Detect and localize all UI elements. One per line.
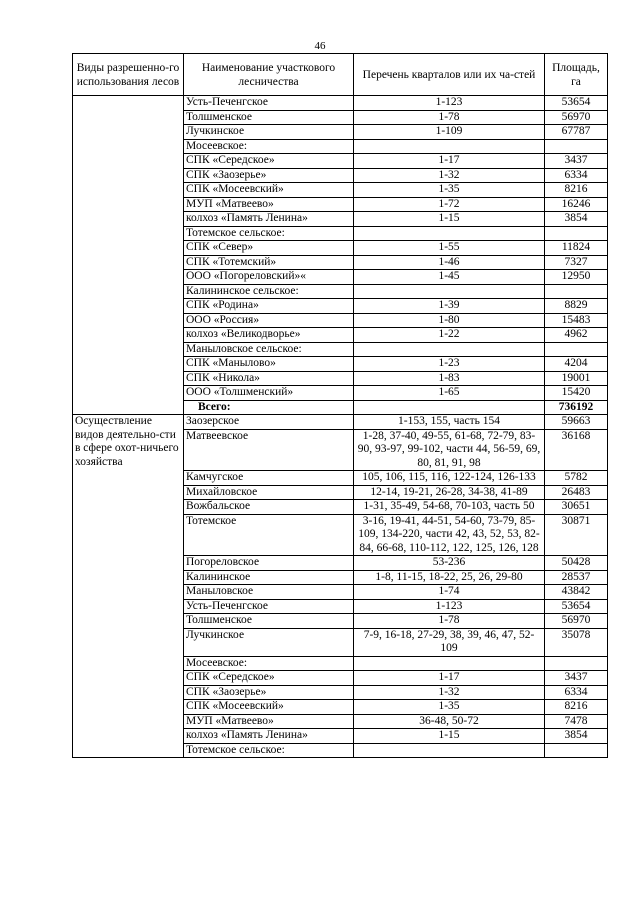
- quarters-cell: 1-15: [354, 729, 545, 744]
- quarters-cell: 1-78: [354, 110, 545, 125]
- quarters-cell: 1-17: [354, 154, 545, 169]
- forestry-name-cell: СПК «Мосеевский»: [184, 700, 354, 715]
- section1-use-cell: [73, 96, 184, 415]
- quarters-cell: 1-65: [354, 386, 545, 401]
- area-cell: 15483: [545, 313, 608, 328]
- area-cell: 6334: [545, 685, 608, 700]
- quarters-cell: [354, 743, 545, 758]
- forestry-name-cell: МУП «Матвеево»: [184, 197, 354, 212]
- quarters-cell: 1-72: [354, 197, 545, 212]
- area-cell: 28537: [545, 570, 608, 585]
- table-row: [73, 415, 608, 430]
- area-cell: 56970: [545, 614, 608, 629]
- forestry-name-cell: Тотемское: [184, 514, 354, 556]
- quarters-cell: 1-17: [354, 671, 545, 686]
- quarters-cell: 1-45: [354, 270, 545, 285]
- forestry-name-cell: Лучкинское: [184, 125, 354, 140]
- area-cell: 53654: [545, 96, 608, 111]
- quarters-cell: 1-15: [354, 212, 545, 227]
- header-use-type: Виды разрешенно-го использования лесов: [73, 54, 184, 96]
- forestry-name-cell: ООО «Толшменский»: [184, 386, 354, 401]
- forestry-name-cell: СПК «Манылово»: [184, 357, 354, 372]
- forest-use-table: [72, 53, 608, 758]
- area-cell: [545, 743, 608, 758]
- quarters-cell: 1-23: [354, 357, 545, 372]
- forestry-name-cell: МУП «Матвеево»: [184, 714, 354, 729]
- forestry-name-cell: Калининское сельское:: [184, 284, 354, 299]
- area-cell: 8829: [545, 299, 608, 314]
- area-cell: 43842: [545, 585, 608, 600]
- forestry-name-cell: Толшменское: [184, 110, 354, 125]
- quarters-cell: 1-78: [354, 614, 545, 629]
- area-cell: 30871: [545, 514, 608, 556]
- forestry-name-cell: Мосеевское:: [184, 656, 354, 671]
- area-cell: 3854: [545, 729, 608, 744]
- area-cell: [545, 656, 608, 671]
- quarters-cell: 53-236: [354, 556, 545, 571]
- forestry-name-cell: СПК «Середское»: [184, 671, 354, 686]
- area-cell: 7478: [545, 714, 608, 729]
- area-cell: 11824: [545, 241, 608, 256]
- quarters-cell: [354, 139, 545, 154]
- table-row: [73, 96, 608, 111]
- forestry-name-cell: СПК «Мосеевский»: [184, 183, 354, 198]
- quarters-cell: 7-9, 16-18, 27-29, 38, 39, 46, 47, 52-109: [354, 628, 545, 656]
- quarters-cell: 1-123: [354, 96, 545, 111]
- forestry-name-cell: СПК «Середское»: [184, 154, 354, 169]
- area-cell: 6334: [545, 168, 608, 183]
- forestry-name-cell: Мосеевское:: [184, 139, 354, 154]
- area-cell: 12950: [545, 270, 608, 285]
- forestry-name-cell: колхоз «Память Ленина»: [184, 212, 354, 227]
- quarters-cell: 3-16, 19-41, 44-51, 54-60, 73-79, 85-109, 134-220, части 42, 43, 52, 53, 82-84, 66-68, 110-112, 122, 125, 126, 128: [354, 514, 545, 556]
- quarters-cell: 1-74: [354, 585, 545, 600]
- area-cell: 8216: [545, 700, 608, 715]
- header-forestry-name: Наименование участкового лесничества: [184, 54, 354, 96]
- quarters-cell: 1-31, 35-49, 54-68, 70-103, часть 50: [354, 500, 545, 515]
- forestry-name-cell: СПК «Родина»: [184, 299, 354, 314]
- quarters-cell: 1-35: [354, 700, 545, 715]
- total-area: 736192: [545, 400, 608, 415]
- area-cell: [545, 284, 608, 299]
- forestry-name-cell: Тотемское сельское:: [184, 226, 354, 241]
- forestry-name-cell: Камчугское: [184, 471, 354, 486]
- forestry-name-cell: СПК «Никола»: [184, 371, 354, 386]
- area-cell: 5782: [545, 471, 608, 486]
- forestry-name-cell: Тотемское сельское:: [184, 743, 354, 758]
- area-cell: 67787: [545, 125, 608, 140]
- forestry-name-cell: Лучкинское: [184, 628, 354, 656]
- forestry-name-cell: Погореловское: [184, 556, 354, 571]
- area-cell: [545, 139, 608, 154]
- area-cell: 3437: [545, 671, 608, 686]
- area-cell: 4204: [545, 357, 608, 372]
- forestry-name-cell: Усть-Печенгское: [184, 96, 354, 111]
- quarters-cell: 1-153, 155, часть 154: [354, 415, 545, 430]
- area-cell: 36168: [545, 429, 608, 471]
- area-cell: 8216: [545, 183, 608, 198]
- quarters-cell: 36-48, 50-72: [354, 714, 545, 729]
- forestry-name-cell: СПК «Тотемский»: [184, 255, 354, 270]
- forestry-name-cell: СПК «Заозерье»: [184, 168, 354, 183]
- forestry-name-cell: Вожбальское: [184, 500, 354, 515]
- area-cell: 19001: [545, 371, 608, 386]
- forestry-name-cell: ООО «Погореловский»«: [184, 270, 354, 285]
- quarters-cell: 1-123: [354, 599, 545, 614]
- forestry-name-cell: СПК «Север»: [184, 241, 354, 256]
- forestry-name-cell: Заозерское: [184, 415, 354, 430]
- forestry-name-cell: ООО «Россия»: [184, 313, 354, 328]
- quarters-cell: 1-22: [354, 328, 545, 343]
- quarters-cell: 105, 106, 115, 116, 122-124, 126-133: [354, 471, 545, 486]
- area-cell: 50428: [545, 556, 608, 571]
- area-cell: 26483: [545, 485, 608, 500]
- area-cell: 30651: [545, 500, 608, 515]
- quarters-cell: 1-32: [354, 685, 545, 700]
- area-cell: 15420: [545, 386, 608, 401]
- quarters-cell: 1-35: [354, 183, 545, 198]
- quarters-cell: 1-109: [354, 125, 545, 140]
- page-number: 46: [314, 40, 326, 52]
- forestry-name-cell: Маныловское сельское:: [184, 342, 354, 357]
- quarters-cell: 1-55: [354, 241, 545, 256]
- area-cell: 35078: [545, 628, 608, 656]
- forestry-name-cell: Толшменское: [184, 614, 354, 629]
- forestry-name-cell: Михайловское: [184, 485, 354, 500]
- forestry-name-cell: Усть-Печенгское: [184, 599, 354, 614]
- area-cell: 16246: [545, 197, 608, 212]
- empty-cell: [354, 400, 545, 415]
- area-cell: 3854: [545, 212, 608, 227]
- header-area: Площадь, га: [545, 54, 608, 96]
- quarters-cell: [354, 342, 545, 357]
- area-cell: [545, 342, 608, 357]
- forestry-name-cell: Матвеевское: [184, 429, 354, 471]
- quarters-cell: 1-83: [354, 371, 545, 386]
- section2-use-cell: Осуществление видов деятельно-сти в сфере охот-ничьего хозяйства: [73, 415, 184, 758]
- table-header-row: [73, 54, 608, 96]
- area-cell: 59663: [545, 415, 608, 430]
- quarters-cell: 1-80: [354, 313, 545, 328]
- table-body: [73, 96, 608, 758]
- quarters-cell: 1-32: [354, 168, 545, 183]
- area-cell: [545, 226, 608, 241]
- forestry-name-cell: колхоз «Великодворье»: [184, 328, 354, 343]
- quarters-cell: [354, 226, 545, 241]
- quarters-cell: 12-14, 19-21, 26-28, 34-38, 41-89: [354, 485, 545, 500]
- quarters-cell: 1-39: [354, 299, 545, 314]
- quarters-cell: 1-28, 37-40, 49-55, 61-68, 72-79, 83-90, 93-97, 99-102, части 44, 56-59, 69, 80, 81, 91, 98: [354, 429, 545, 471]
- area-cell: 7327: [545, 255, 608, 270]
- forestry-name-cell: Калининское: [184, 570, 354, 585]
- area-cell: 3437: [545, 154, 608, 169]
- forestry-name-cell: СПК «Заозерье»: [184, 685, 354, 700]
- total-label: Всего:: [184, 400, 354, 415]
- quarters-cell: [354, 284, 545, 299]
- area-cell: 56970: [545, 110, 608, 125]
- area-cell: 53654: [545, 599, 608, 614]
- header-quarters: Перечень кварталов или их ча-стей: [354, 54, 545, 96]
- quarters-cell: 1-46: [354, 255, 545, 270]
- quarters-cell: 1-8, 11-15, 18-22, 25, 26, 29-80: [354, 570, 545, 585]
- forestry-name-cell: колхоз «Память Ленина»: [184, 729, 354, 744]
- forestry-name-cell: Маныловское: [184, 585, 354, 600]
- quarters-cell: [354, 656, 545, 671]
- area-cell: 4962: [545, 328, 608, 343]
